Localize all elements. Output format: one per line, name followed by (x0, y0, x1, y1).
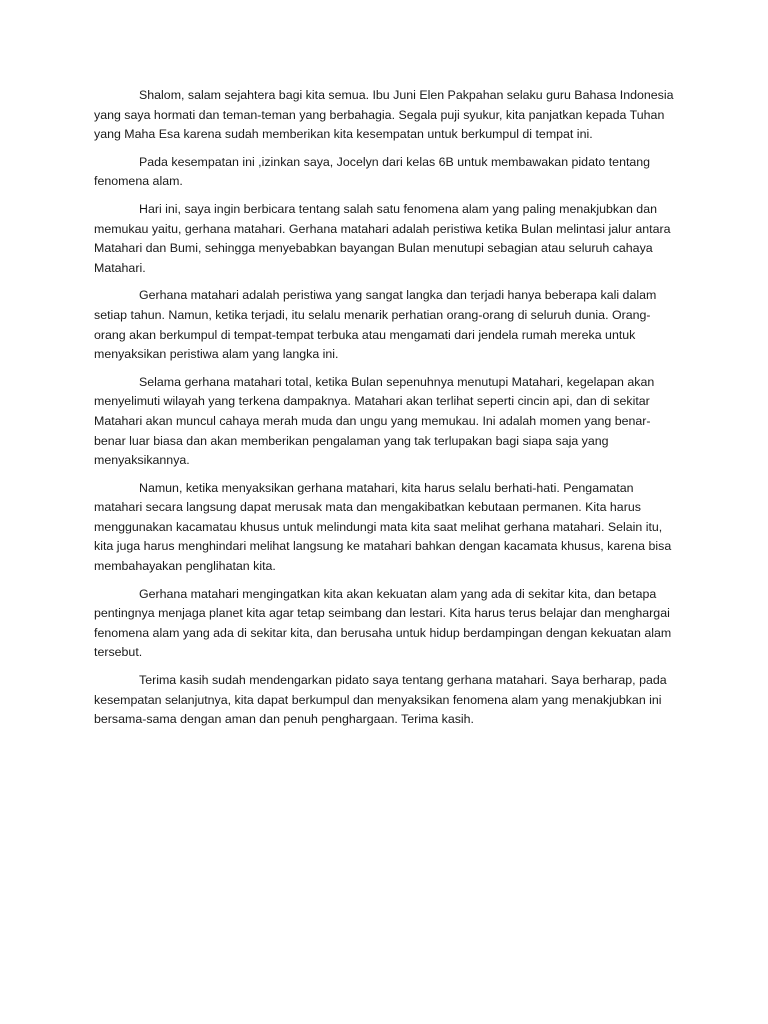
paragraph-closing: Terima kasih sudah mendengarkan pidato saya tentang gerhana matahari. Saya berharap, pada kesempatan selanjutnya, kita dapat berkumpul dan menyaksikan fenomena alam yang menakjubkan ini bersama-sama dengan aman dan penuh penghargaan. Terima kasih. (94, 673, 667, 727)
paragraph-safety: Namun, ketika menyaksikan gerhana matahari, kita harus selalu berhati-hati. Pengamatan matahari secara langsung dapat merusak mata dan mengakibatkan kebutaan permanen. Kita harus menggunakan kacamatau khusus untuk melindungi mata kita saat melihat gerhana matahari. Selain itu, kita juga harus menghindari melihat langsung ke matahari bahkan dengan kacamata khusus, karena bisa membahayakan penglihatan kita. (94, 480, 672, 574)
paragraph-opening-greeting: Shalom, salam sejahtera bagi kita semua. Ibu Juni Elen Pakpahan selaku guru Bahasa Indonesia yang saya hormati dan teman-teman yang berbahagia. Segala puji syukur, kita panjatkan kepada Tuhan yang Maha Esa karena sudah memberikan kita kesempatan untuk berkumpul di tempat ini. (94, 88, 674, 142)
paragraph-definition: Hari ini, saya ingin berbicara tentang salah satu fenomena alam yang paling menakjubkan dan memukau yaitu, gerhana matahari. Gerhana matahari adalah peristiwa ketika Bulan melintasi jalur antara Matahari dan Bumi, sehingga menyebabkan bayangan Bulan menutupi sebagian atau seluruh cahaya Matahari. (94, 201, 671, 275)
paragraph-rarity: Gerhana matahari adalah peristiwa yang sangat langka dan terjadi hanya beberapa kali dalam setiap tahun. Namun, ketika terjadi, itu selalu menarik perhatian orang-orang di seluruh dunia. Orang-orang akan berkumpul di tempat-tempat terbuka atau mengamati dari jendela rumah mereka untuk menyaksikan peristiwa alam yang langka ini. (94, 288, 657, 362)
paragraph-introduction: Pada kesempatan ini ,izinkan saya, Jocelyn dari kelas 6B untuk membawakan pidato tentang fenomena alam. (94, 154, 651, 189)
paragraph-total-eclipse: Selama gerhana matahari total, ketika Bulan sepenuhnya menutupi Matahari, kegelapan akan menyelimuti wilayah yang terkena dampaknya. Matahari akan terlihat seperti cincin api, dan di sekitar Matahari akan muncul cahaya merah muda dan ungu yang memukau. Ini adalah momen yang benar-benar luar biasa dan akan memberikan pengalaman yang tak terlupakan bagi siapa saja yang menyaksikannya. (94, 374, 655, 468)
document-page (94, 86, 678, 738)
paragraph-reflection: Gerhana matahari mengingatkan kita akan kekuatan alam yang ada di sekitar kita, dan betapa pentingnya menjaga planet kita agar tetap seimbang dan lestari. Kita harus terus belajar dan menghargai fenomena alam yang ada di sekitar kita, dan berusaha untuk hidup berdampingan dengan kekuatan alam tersebut. (94, 586, 672, 660)
